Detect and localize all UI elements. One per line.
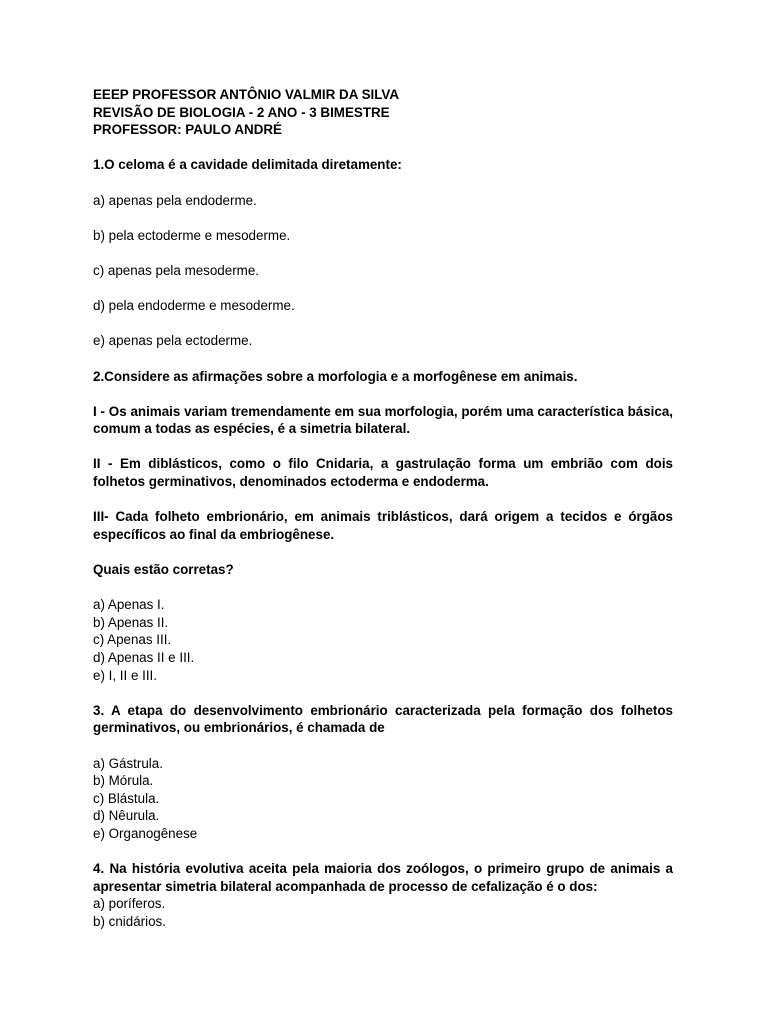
subject-line: REVISÃO DE BIOLOGIA - 2 ANO - 3 BIMESTRE <box>93 104 390 120</box>
question-2-statement-2: II - Em diblásticos, como o filo Cnidaria, a gastrulação forma um embrião com dois folhetos germinativos, denominados ectoderma e endoderma. <box>93 456 673 490</box>
question-3-option-e: e) Organogênese <box>93 825 198 841</box>
question-2-option-a: a) Apenas I. <box>93 597 165 613</box>
question-4 <box>93 860 673 930</box>
question-3-option-a: a) Gástrula. <box>93 755 163 771</box>
question-1-option-e: e) apenas pela ectoderme. <box>93 333 253 349</box>
school-name: EEEP PROFESSOR ANTÔNIO VALMIR DA SILVA <box>93 87 400 102</box>
question-4-option-a: a) poríferos. <box>93 896 166 912</box>
question-1-option-b: b) pela ectoderme e mesoderme. <box>93 227 291 243</box>
question-2 <box>93 368 673 685</box>
question-1-option-d: d) pela endoderme e mesoderme. <box>93 298 295 314</box>
question-2-statement-1: I - Os animais variam tremendamente em sua morfologia, porém uma característica básica, comum a todas as espécies, é a simetria bilateral. <box>93 403 673 437</box>
question-3-option-c: c) Blástula. <box>93 790 160 806</box>
question-4-option-b: b) cnidários. <box>93 913 166 929</box>
question-2-option-d: d) Apenas II e III. <box>93 650 195 665</box>
question-3-option-b: b) Mórula. <box>93 773 154 789</box>
question-1-title: 1.O celoma é a cavidade delimitada diretamente: <box>93 157 402 173</box>
question-2-option-b: b) Apenas II. <box>93 614 169 630</box>
question-2-title: 2.Considere as afirmações sobre a morfologia e a morfogênese em animais. <box>93 368 578 384</box>
question-2-prompt: Quais estão corretas? <box>93 562 234 578</box>
teacher-line: PROFESSOR: PAULO ANDRÉ <box>93 122 282 138</box>
question-3 <box>93 702 673 843</box>
question-1-option-a: a) apenas pela endoderme. <box>93 192 257 208</box>
question-1 <box>93 156 673 350</box>
question-4-title: 4. Na história evolutiva aceita pela maioria dos zoólogos, o primeiro grupo de animais a apresentar simetria bilateral acompanhada de processo de cefalização é o dos: <box>93 861 673 894</box>
question-2-option-e: e) I, II e III. <box>93 667 157 683</box>
question-2-statement-3: III- Cada folheto embrionário, em animais triblásticos, dará origem a tecidos e órgãos específicos ao final da embriogênese. <box>93 509 673 542</box>
question-3-option-d: d) Nêurula. <box>93 808 160 824</box>
question-1-option-c: c) apenas pela mesoderme. <box>93 262 259 278</box>
document-page <box>93 86 673 931</box>
document-header <box>93 86 673 139</box>
question-2-option-c: c) Apenas III. <box>93 632 172 648</box>
question-3-title: 3. A etapa do desenvolvimento embrionário caracterizada pela formação dos folhetos germinativos, ou embrionários, é chamada de <box>93 702 673 736</box>
